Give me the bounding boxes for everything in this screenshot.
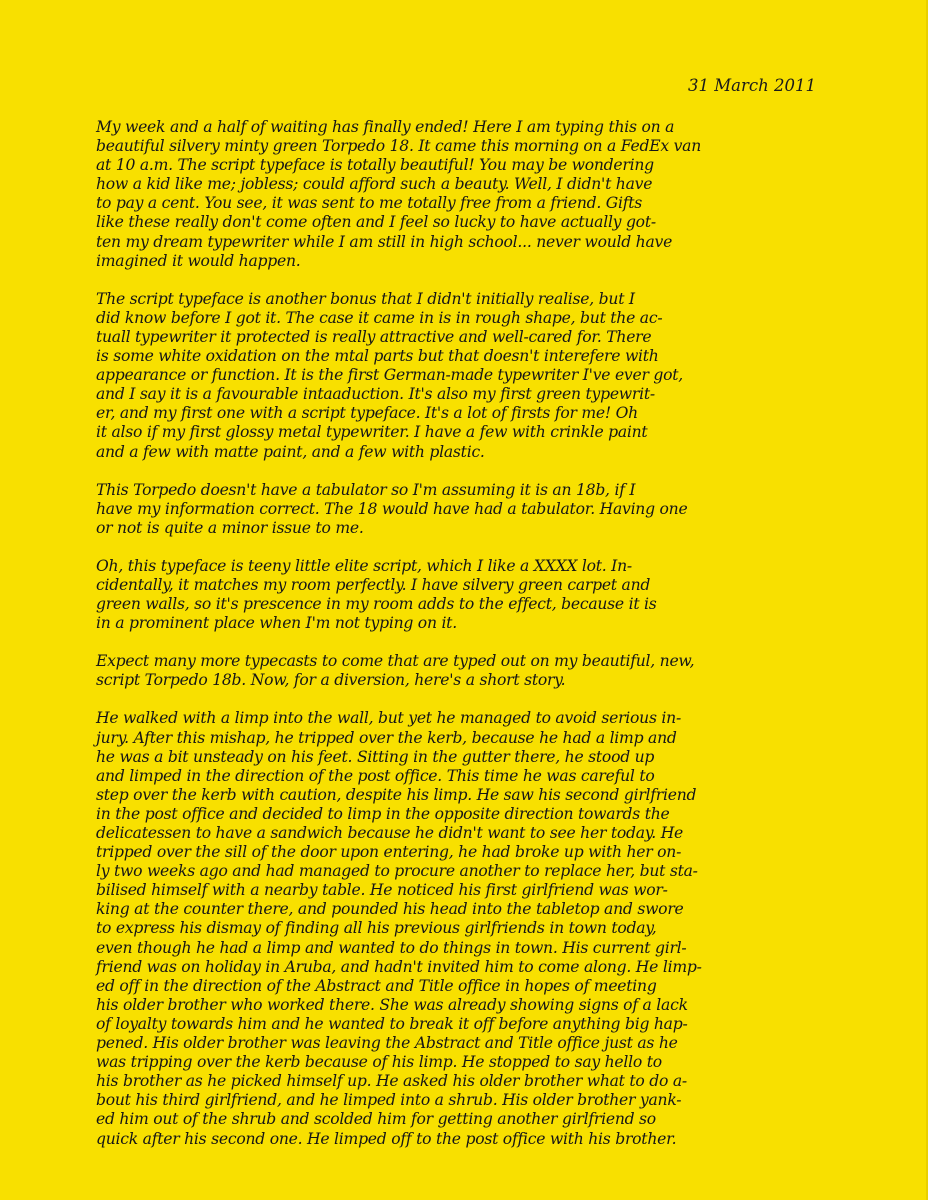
text-line: quick after his second one. He limped off to the post office with his brother. [96,1129,677,1148]
text-line: and limped in the direction of the post office. This time he was careful to [96,766,655,785]
text-line: ten my dream typewriter while I am still in high school... never would have [96,232,673,251]
letter-date: 31 March 2011 [688,76,816,95]
text-line: er, and my first one with a script typeface. It's a lot of firsts for me! Oh [96,404,638,423]
text-line: friend was on holiday in Aruba, and hadn't invited him to come along. He limp- [96,957,702,976]
text-line: This Torpedo doesn't have a tabulator so I'm assuming it is an 18b, if I [96,480,636,499]
paragraph-spacer [96,633,830,652]
text-line: bout his third girlfriend, and he limped into a shrub. His older brother yank- [96,1091,682,1110]
text-line: of loyalty towards him and he wanted to break it off before anything big hap- [96,1014,688,1033]
paragraph-typeface [96,290,830,462]
text-line: green walls, so it's prescence in my room adds to the effect, because it is [96,595,657,614]
text-line: his older brother who worked there. She was already showing signs of a lack [96,995,688,1014]
text-line: or not is quite a minor issue to me. [96,518,364,537]
paragraph-short-story [96,709,830,1148]
text-line: it also if my first glossy metal typewriter. I have a few with crinkle paint [96,423,648,442]
text-line: even though he had a limp and wanted to do things in town. His current girl- [96,938,687,957]
text-line: appearance or function. It is the first German-made typewriter I've ever got, [96,366,683,385]
text-line: script Torpedo 18b. Now, for a diversion, here's a short story. [96,671,566,690]
text-line: in a prominent place when I'm not typing on it. [96,614,457,633]
paragraph-arrival [96,118,830,271]
paragraph-typecasts [96,652,830,690]
paragraph-spacer [96,538,830,557]
text-line: My week and a half of waiting has finally ended! Here I am typing this on a [96,118,675,136]
text-line: delicatessen to have a sandwich because he didn't want to see her today. He [96,824,684,842]
text-line: to pay a cent. You see, it was sent to me totally free from a friend. Gifts [96,194,643,213]
text-line: pened. His older brother was leaving the Abstract and Title office just as he [96,1034,678,1053]
text-line: like these really don't come often and I feel so lucky to have actually got- [96,213,656,232]
text-line: and I say it is a favourable intaaduction. It's also my first green typewrit- [96,385,655,404]
paragraph-spacer [96,271,830,290]
text-line: He walked with a limp into the wall, but yet he managed to avoid serious in- [96,709,681,728]
text-line: Oh, this typeface is teeny little elite script, which I like a XXXX lot. In- [96,556,632,575]
text-line: at 10 a.m. The script typeface is totally beautiful! You may be wondering [96,156,654,175]
text-line: bilised himself with a nearby table. He noticed his first girlfriend was wor- [96,881,668,900]
text-line: tripped over the sill of the door upon entering, he had broke up with her on- [96,843,682,862]
paragraph-tabulator [96,481,830,538]
text-line: Expect many more typecasts to come that are typed out on my beautiful, new, [96,652,695,671]
text-line: how a kid like me; jobless; could afford such a beauty. Well, I didn't have [96,175,653,194]
text-line: to express his dismay of finding all his previous girlfriends in town today, [96,919,657,938]
text-line: tuall typewriter it protected is really attractive and well-cared for. There [96,327,652,346]
text-line: step over the kerb with caution, despite his limp. He saw his second girlfriend [96,785,697,804]
text-line: cidentally, it matches my room perfectly. I have silvery green carpet and [96,575,651,594]
paragraph-spacer [96,690,830,709]
text-line: The script typeface is another bonus that I didn't initially realise, but I [96,289,635,308]
text-line: beautiful silvery minty green Torpedo 18. It came this morning on a FedEx van [96,137,702,156]
text-line: and a few with matte paint, and a few with plastic. [96,442,485,461]
text-line: his brother as he picked himself up. He asked his older brother what to do a- [96,1072,687,1091]
text-line: was tripping over the kerb because of his limp. He stopped to say hello to [96,1053,662,1072]
text-line: in the post office and decided to limp in the opposite direction towards the [96,804,670,823]
text-line: ed him out of the shrub and scolded him for getting another girlfriend so [96,1110,656,1129]
text-line: jury. After this mishap, he tripped over the kerb, because he had a limp and [96,728,677,747]
paragraph-spacer [96,462,830,481]
text-line: he was a bit unsteady on his feet. Sitting in the gutter there, he stood up [96,747,655,766]
letter-body [96,118,830,1149]
text-line: imagined it would happen. [96,251,301,270]
text-line: have my information correct. The 18 would have had a tabulator. Having one [96,499,688,518]
text-line: king at the counter there, and pounded his head into the tabletop and swore [96,900,684,919]
paragraph-room [96,557,830,633]
text-line: did know before I got it. The case it came in is in rough shape, but the ac- [96,308,663,327]
text-line: is some white oxidation on the mtal parts but that doesn't interefere with [96,347,659,366]
text-line: ed off in the direction of the Abstract and Title office in hopes of meeting [96,976,657,995]
text-line: ly two weeks ago and had managed to procure another to replace her, but sta- [96,862,698,881]
